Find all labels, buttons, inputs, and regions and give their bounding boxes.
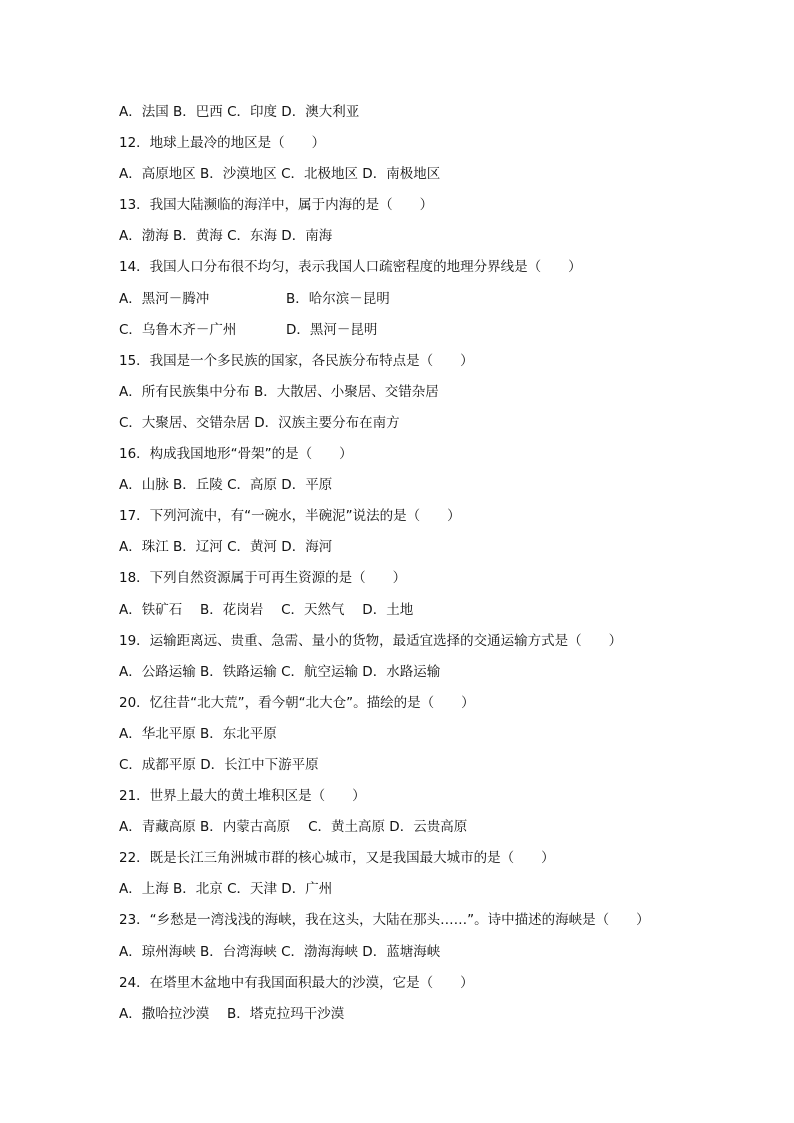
question-text: 16．构成我国地形“骨架”的是（ ） (119, 446, 353, 463)
answer-options: A．珠江 B．辽河 C．黄河 D．海河 (119, 539, 333, 556)
question-text: 12．地球上最冷的地区是（ ） (119, 135, 326, 152)
question-text: 23．“乡愁是一湾浅浅的海峡，我在这头，大陆在那头……”。诗中描述的海峡是（ ） (119, 912, 650, 929)
question-text: 24．在塔里木盆地中有我国面积最大的沙漠，它是（ ） (119, 974, 474, 991)
question-text: 22．既是长江三角洲城市群的核心城市，又是我国最大城市的是（ ） (119, 850, 555, 867)
question-text: 17．下列河流中，有“一碗水，半碗泥”说法的是（ ） (119, 508, 461, 525)
answer-options: A．法国 B．巴西 C．印度 D．澳大利亚 (119, 104, 360, 120)
question-text: 14．我国人口分布很不均匀，表示我国人口疏密程度的地理分界线是（ ） (119, 259, 582, 276)
option-text: C．乌鲁木齐－广州 (119, 321, 237, 338)
option-text: D．黑河－昆明 (286, 321, 378, 338)
answer-options: A．公路运输 B．铁路运输 C．航空运输 D．水路运输 (119, 663, 441, 680)
answer-options: A．铁矿石 B．花岗岩 C．天然气 D．土地 (119, 601, 414, 618)
question-list (119, 101, 759, 1034)
question-text: 21．世界上最大的黄土堆积区是（ ） (119, 788, 366, 805)
question-text: 20．忆往昔“北大荒”，看今朝“北大仓”。描绘的是（ ） (119, 694, 475, 711)
answer-options: A．高原地区 B．沙漠地区 C．北极地区 D．南极地区 (119, 166, 441, 183)
answer-options-row (119, 288, 759, 319)
question-text: 18．下列自然资源属于可再生资源的是（ ） (119, 570, 407, 587)
question-text: 15．我国是一个多民族的国家，各民族分布特点是（ ） (119, 352, 474, 369)
answer-options: A．琼州海峡 B．台湾海峡 C．渤海海峡 D．蓝塘海峡 (119, 943, 441, 960)
option-text: B．哈尔滨－昆明 (286, 290, 390, 307)
answer-options: A．所有民族集中分布 B．大散居、小聚居、交错杂居 (119, 383, 439, 400)
answer-options: A．山脉 B．丘陵 C．高原 D．平原 (119, 477, 333, 494)
answer-options: A．青藏高原 B．内蒙古高原 C．黄土高原 D．云贵高原 (119, 819, 468, 836)
answer-options: C．成都平原 D．长江中下游平原 (119, 756, 319, 773)
answer-options: A．上海 B．北京 C．天津 D．广州 (119, 881, 333, 898)
question-text: 19．运输距离远、贵重、急需、量小的货物，最适宜选择的交通运输方式是（ ） (119, 632, 623, 649)
question-text: 13．我国大陆濒临的海洋中，属于内海的是（ ） (119, 197, 434, 214)
answer-options: C．大聚居、交错杂居 D．汉族主要分布在南方 (119, 414, 400, 431)
answer-options: A．撒哈拉沙漠 B．塔克拉玛干沙漠 (119, 1005, 345, 1022)
answer-options: A．华北平原 B．东北平原 (119, 725, 277, 742)
answer-options: A．渤海 B．黄海 C．东海 D．南海 (119, 228, 333, 245)
answer-options-row (119, 319, 759, 350)
option-text: A．黑河－腾冲 (119, 290, 210, 307)
